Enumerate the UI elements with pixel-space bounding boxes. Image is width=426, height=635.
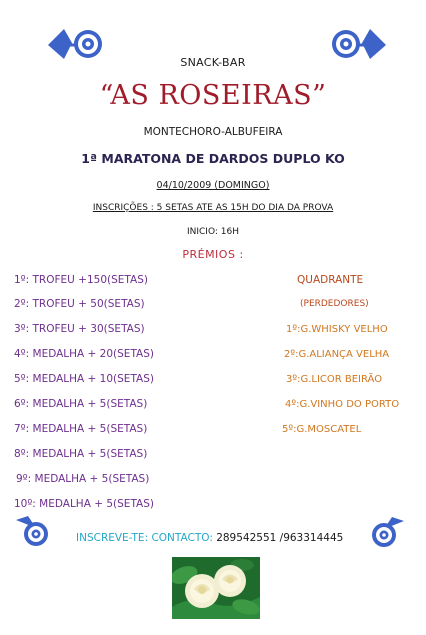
- quadrant-prize-4: 4º:G.VINHO DO PORTO: [285, 399, 400, 410]
- start-time: INICIO: 16H: [186, 227, 240, 237]
- contact-line: [76, 532, 343, 544]
- event-date: 04/10/2009 (DOMINGO): [156, 180, 270, 191]
- quadrant-subtitle: (PERDEDORES): [300, 299, 369, 309]
- contact-label: INSCREVE-TE: CONTACTO:: [76, 532, 213, 544]
- prize-item-7: 7º: MEDALHA + 5(SETAS): [14, 423, 148, 435]
- event-title: 1ª MARATONA DE DARDOS DUPLO KO: [81, 151, 345, 166]
- prize-item-4: 4º: MEDALHA + 20(SETAS): [14, 348, 154, 360]
- prizes-heading: PRÉMIOS :: [182, 248, 244, 261]
- prize-item-8: 8º: MEDALHA + 5(SETAS): [14, 448, 148, 460]
- dart-target-icon-bottom-right: [366, 515, 406, 549]
- quadrant-title: QUADRANTE: [297, 274, 364, 286]
- contact-phones: 289542551 /963314445: [212, 532, 344, 544]
- quadrant-prize-5: 5º:G.MOSCATEL: [282, 424, 362, 435]
- dart-target-icon-bottom-left: [14, 514, 52, 548]
- snack-bar-label: SNACK-BAR: [180, 56, 246, 69]
- rose-bouquet-image: [172, 557, 260, 619]
- quadrant-prize-3: 3º:G.LICOR BEIRÃO: [286, 374, 383, 385]
- prize-item-3: 3º: TROFEU + 30(SETAS): [14, 323, 145, 335]
- registration-info: INSCRIÇÕES : 5 SETAS ATE AS 15H DO DIA DA PROVA: [92, 203, 334, 213]
- prize-item-1: 1º: TROFEU +150(SETAS): [14, 274, 148, 286]
- quadrant-prize-1: 1º:G.WHISKY VELHO: [286, 324, 388, 335]
- prize-item-6: 6º: MEDALHA + 5(SETAS): [14, 398, 148, 410]
- prize-item-10: 10º: MEDALHA + 5(SETAS): [14, 498, 154, 510]
- prize-item-2: 2º: TROFEU + 50(SETAS): [14, 298, 145, 310]
- location-text: MONTECHORO-ALBUFEIRA: [143, 126, 283, 138]
- prize-item-5: 5º: MEDALHA + 10(SETAS): [14, 373, 154, 385]
- prize-item-9: 9º: MEDALHA + 5(SETAS): [16, 473, 150, 485]
- quadrant-prize-2: 2º:G.ALIANÇA VELHA: [284, 349, 390, 360]
- venue-title: “AS ROSEIRAS”: [99, 80, 327, 111]
